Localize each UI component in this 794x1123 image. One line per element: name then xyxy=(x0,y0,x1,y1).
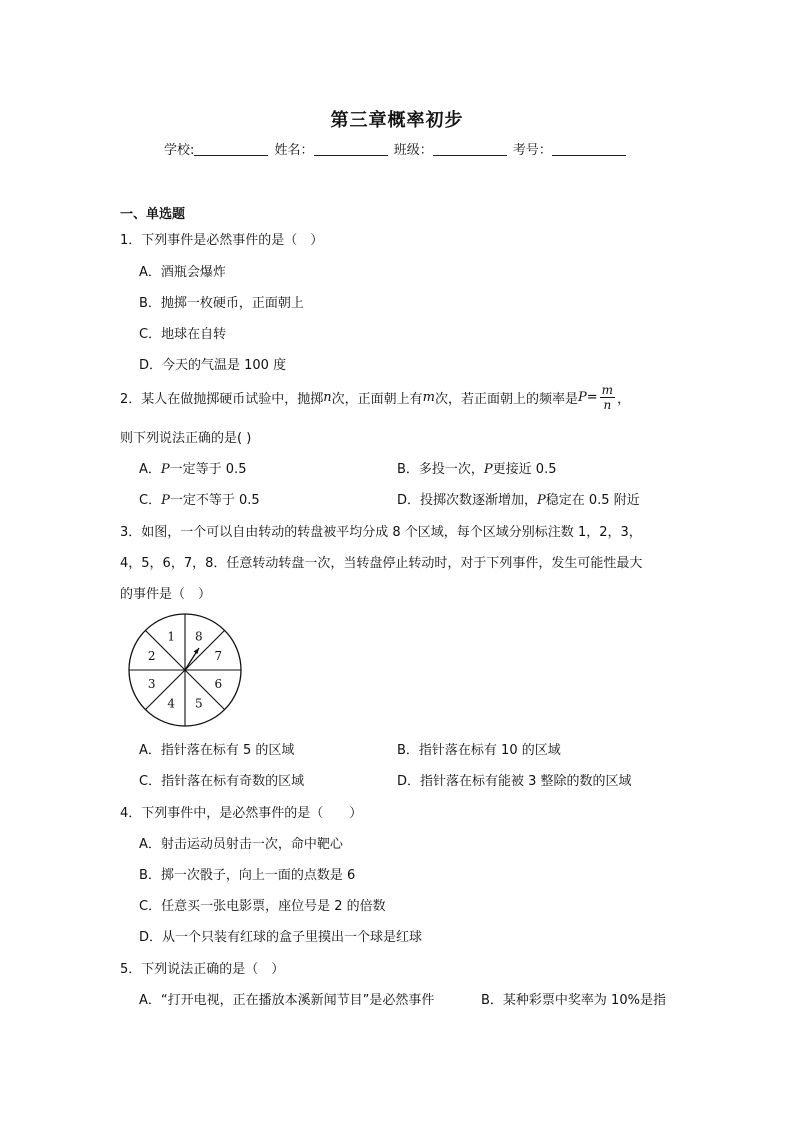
q2-stem-line2: 则下列说法正确的是( ) xyxy=(120,431,252,446)
school-blank[interactable] xyxy=(194,142,268,156)
q4-stem: 4．下列事件中，是必然事件的是（ ） xyxy=(120,806,363,821)
q1-stem: 1．下列事件是必然事件的是（ ） xyxy=(120,233,324,248)
q5-option-b: B．某种彩票中奖率为 10%是指 xyxy=(481,993,666,1008)
q2-option-d: D．投掷次数逐渐增加，P稳定在 0.5 附近 xyxy=(397,493,640,508)
spinner-label-5: 5 xyxy=(194,696,203,711)
q5-option-a: A．“打开电视，正在播放本溪新闻节目”是必然事件 xyxy=(139,993,435,1008)
section-heading: 一、单选题 xyxy=(120,207,186,222)
q2-var-p: P xyxy=(578,390,587,405)
class-blank[interactable] xyxy=(433,142,507,156)
school-label: 学校: xyxy=(164,143,195,158)
q1-option-c: C．地球在自转 xyxy=(139,327,227,342)
q2-var-m: m xyxy=(422,390,435,405)
q2-var-n: n xyxy=(323,390,332,405)
name-blank[interactable] xyxy=(314,142,388,156)
page-title: 第三章概率初步 xyxy=(330,110,464,131)
spinner-label-6: 6 xyxy=(214,676,223,691)
q2-option-b: B．多投一次，P更接近 0.5 xyxy=(397,462,557,477)
q2-fraction: $\frac{m}{n}$ xyxy=(601,383,614,412)
q5-stem: 5．下列说法正确的是（ ） xyxy=(120,962,285,977)
spinner-label-1: 1 xyxy=(167,629,176,644)
name-label: 姓名： xyxy=(274,143,314,158)
spinner-label-7: 7 xyxy=(214,649,223,664)
number-label: 考号： xyxy=(512,143,552,158)
spinner-label-8: 8 xyxy=(194,629,203,644)
q1-option-a: A．酒瓶会爆炸 xyxy=(139,265,226,280)
q3-option-a: A．指针落在标有 5 的区域 xyxy=(139,743,295,758)
q3-stem-line3: 的事件是（ ） xyxy=(120,587,212,602)
q3-option-c: C．指针落在标有奇数的区域 xyxy=(139,774,305,789)
q4-option-c: C．任意买一张电影票，座位号是 2 的倍数 xyxy=(139,899,386,914)
q3-option-b: B．指针落在标有 10 的区域 xyxy=(397,743,561,758)
q2-option-c: C．P一定不等于 0.5 xyxy=(139,493,260,508)
number-blank[interactable] xyxy=(552,142,626,156)
q4-option-d: D．从一个只装有红球的盒子里摸出一个球是红球 xyxy=(139,930,423,945)
q3-option-d: D．指针落在标有能被 3 整除的数的区域 xyxy=(397,774,632,789)
spinner-label-2: 2 xyxy=(147,649,156,664)
q4-option-a: A．射击运动员射击一次，命中靶心 xyxy=(139,837,343,852)
spinner-label-3: 3 xyxy=(147,676,156,691)
class-label: 班级： xyxy=(393,143,433,158)
q4-option-b: B．掷一次骰子，向上一面的点数是 6 xyxy=(139,868,356,883)
spinner-diagram xyxy=(127,612,243,728)
q1-option-d: D．今天的气温是 100 度 xyxy=(139,358,287,373)
student-info-line xyxy=(164,139,628,158)
q2-stem: 2．某人在做抛掷硬币试验中，抛掷 n 次，正面朝上有 m 次，若正面朝上的频率是 P = $\frac{m}{n}$ ， xyxy=(120,383,631,412)
q3-stem-line2: 4，5，6，7，8．任意转动转盘一次，当转盘停止转动时，对于下列事件，发生可能性最大 xyxy=(120,556,643,571)
q1-option-b: B．抛掷一枚硬币，正面朝上 xyxy=(139,296,304,311)
q3-stem-line1: 3．如图，一个可以自由转动的转盘被平均分成 8 个区域，每个区域分别标注数 1，2，3， xyxy=(120,525,642,540)
spinner-label-4: 4 xyxy=(167,696,176,711)
q2-option-a: A．P一定等于 0.5 xyxy=(139,462,247,477)
pointer-arrowhead-icon xyxy=(194,648,200,654)
